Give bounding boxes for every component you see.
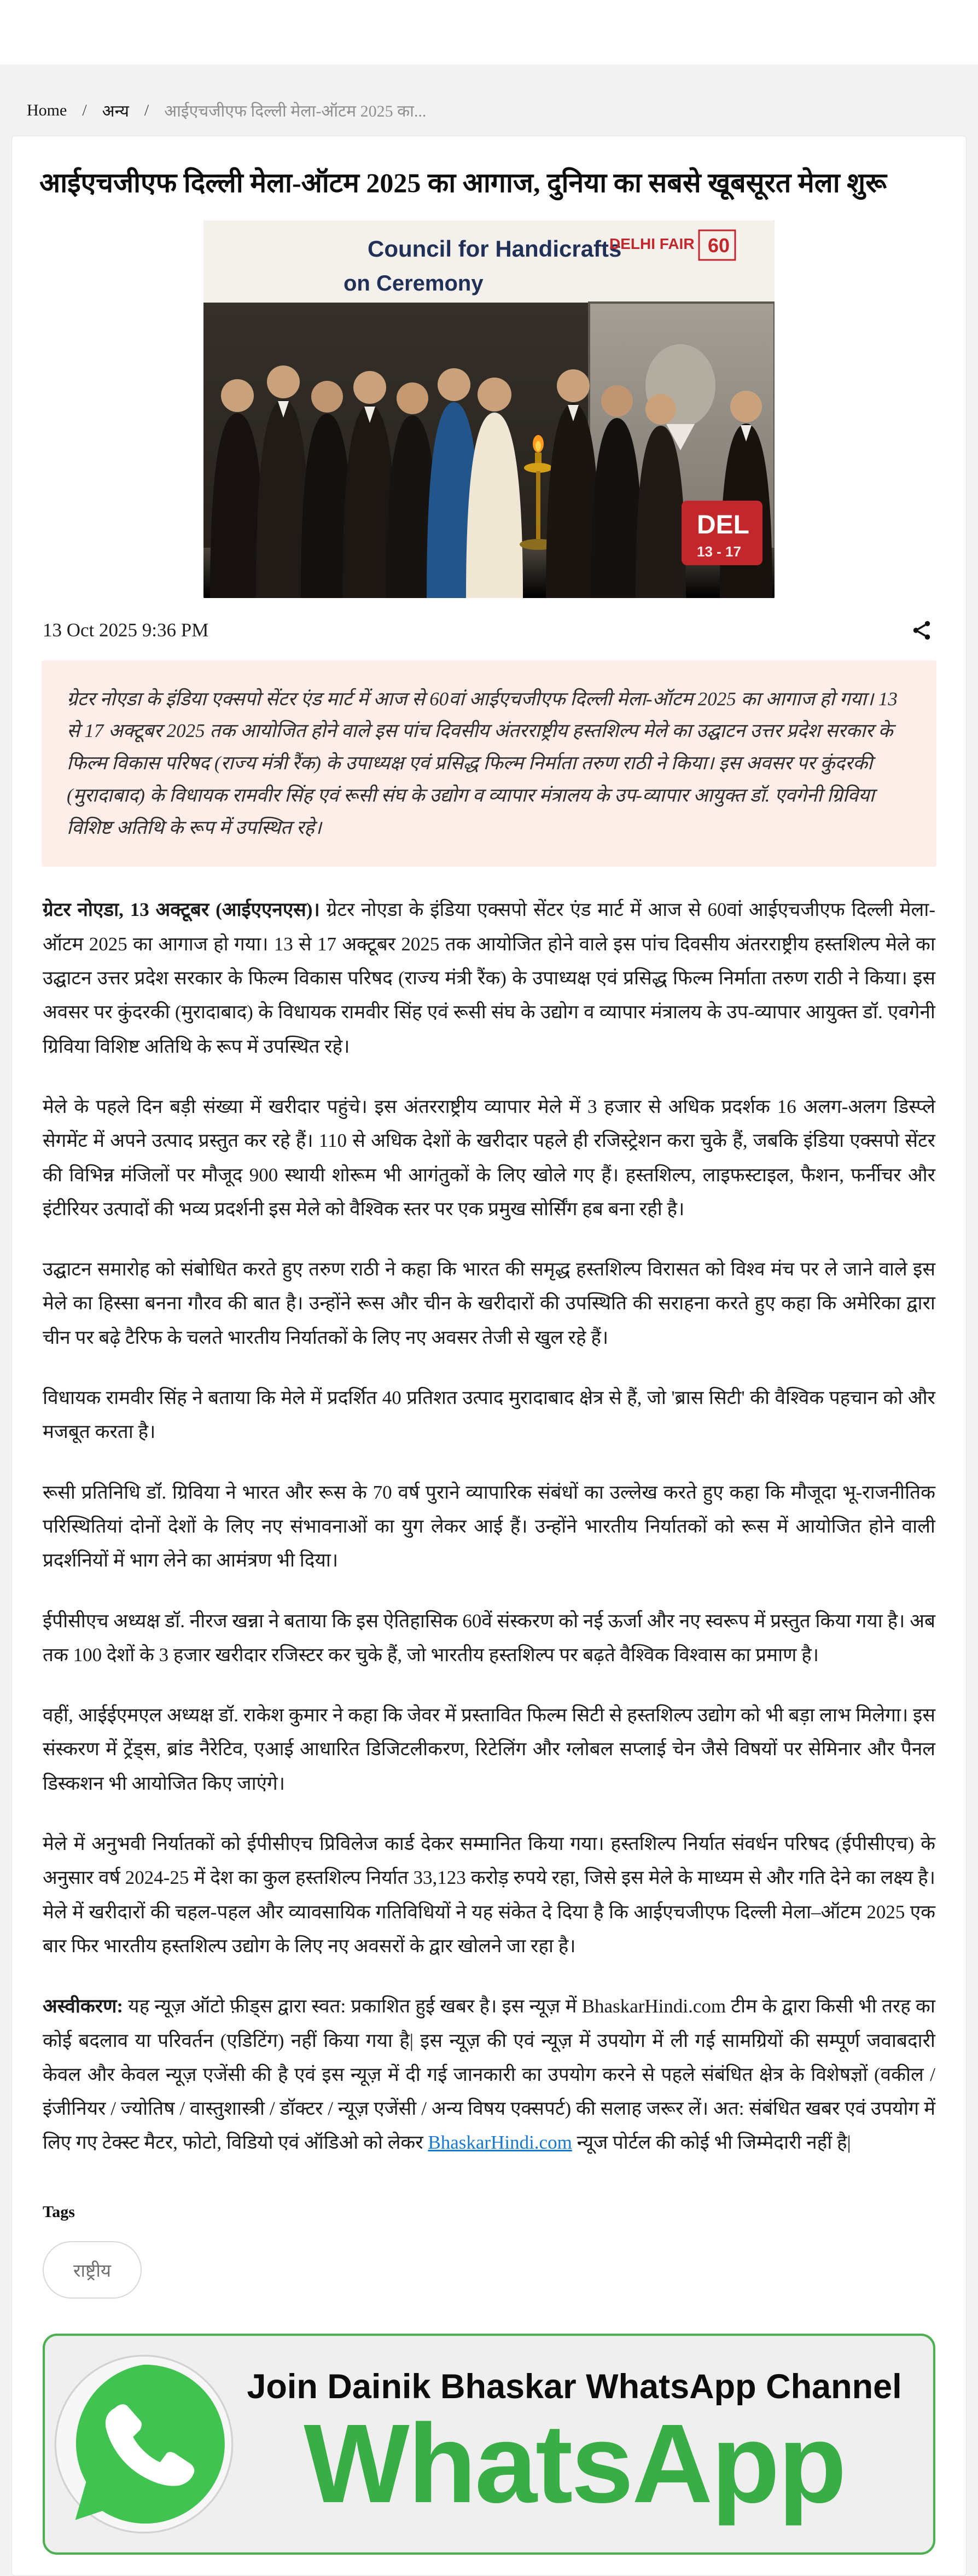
share-icon	[910, 619, 933, 642]
delhi-fair-badge	[682, 501, 762, 565]
breadcrumb	[21, 65, 957, 136]
paragraph-text: उद्घाटन समारोह को संबोधित करते हुए तरुण राठी ने कहा कि भारत की समृद्ध हस्तशिल्प विरासत को विश्व मंच पर ले जाने वाले इस मेले का हिस्सा बनना गौरव की बात है। उन्होंने रूस और चीन के खरीदारों की उपस्थिति की सराहना करते हुए कहा कि अमेरिका द्वारा चीन पर बढ़े टैरिफ के चलते भारतीय निर्यातकों के लिए नए अवसर तेजी से खुल रहे हैं।	[43, 1258, 935, 1348]
article-photo	[203, 221, 775, 598]
whatsapp-banner-big-text: WhatsApp	[304, 2401, 845, 2527]
paragraph-text: मेले के पहले दिन बड़ी संख्या में खरीदार पहुंचे। इस अंतरराष्ट्रीय व्यापार मेले में 3 हजार से अधिक प्रदर्शक 16 अलग-अलग डिस्प्ले सेगमेंट में अपने उत्पाद प्रस्तुत कर रहे हैं। 110 से अधिक देशों के खरीदार पहले ही रजिस्ट्रेशन करा चुके हैं, जबकि इंडिया एक्सपो सेंटर की विभिन्न मंजिलों पर मौजूद 900 स्थायी शोरूम भी आगंतुकों के लिए खोले गए हैं। हस्तशिल्प, लाइफस्टाइल, फैशन, फर्नीचर और इंटीरियर उत्पादों की भव्य प्रदर्शनी इस मेले को वैश्विक स्तर पर एक प्रमुख सोर्सिंग हब बना रही है।	[43, 1095, 935, 1220]
paragraph-text: विधायक रामवीर सिंह ने बताया कि मेले में प्रदर्शित 40 प्रतिशत उत्पाद मुरादाबाद क्षेत्र से हैं, जो 'ब्रास सिटी' की वैश्विक पहचान को और मजबूत करता है।	[43, 1387, 935, 1443]
banner-fair-logo-text: DELHI FAIR	[609, 235, 695, 252]
breadcrumb-section-link[interactable]: अन्य	[102, 102, 129, 120]
article-card	[11, 136, 967, 2576]
paragraph	[43, 1827, 935, 1963]
brand-mention: BhaskarHindi.com	[581, 1995, 726, 2017]
breadcrumb-separator: /	[82, 101, 87, 119]
badge-dates: 13 - 17	[697, 543, 741, 560]
disclaimer-text: यह न्यूज़ ऑटो फ़ीड्स द्वारा स्वत: प्रकाशित हुई खबर है। इस न्यूज़ में	[123, 1995, 582, 2017]
tags-heading: Tags	[43, 2202, 75, 2221]
whatsapp-banner-title: Join Dainik Bhaskar WhatsApp Channel	[247, 2368, 902, 2406]
banner-text-line1: Council for Handicrafts	[368, 235, 622, 262]
page-header-strip	[0, 0, 978, 65]
whatsapp-channel-banner[interactable]	[43, 2334, 935, 2555]
paragraph-text: मेले में अनुभवी निर्यातकों को ईपीसीएच प्रिविलेज कार्ड देकर सम्मानित किया गया। हस्तशिल्प निर्यात संवर्धन परिषद (ईपीसीएच) के अनुसार वर्ष 2024-25 में देश का कुल हस्तशिल्प निर्यात 33,123 करोड़ रुपये रहा, जिसे इस मेले के माध्यम से और गति देने का लक्ष्य है। मेले में खरीदारों की चहल-पहल और व्यावसायिक गतिविधियों ने यह संकेत दे दिया है कि आईएचजीएफ दिल्ली मेला–ऑटम 2025 एक बार फिर भारतीय हस्तशिल्प उद्योग के लिए नए अवसरों के द्वार खोलने जा रहा है।	[43, 1833, 935, 1957]
breadcrumb-home-link[interactable]: Home	[27, 101, 67, 119]
article-summary: ग्रेटर नोएडा के इंडिया एक्सपो सेंटर एंड मार्ट में आज से 60वां आईएचजीएफ दिल्ली मेला-ऑटम 2025 का आगाज हो गया। 13 से 17 अक्टूबर 2025 तक आयोजित होने वाले इस पांच दिवसीय अंतरराष्ट्रीय हस्तशिल्प मेले का उद्घाटन उत्तर प्रदेश सरकार के फिल्म विकास परिषद (राज्य मंत्री रैंक) के उपाध्यक्ष एवं प्रसिद्ध फिल्म निर्माता तरुण राठी ने किया। इस अवसर पर कुंदरकी (मुरादाबाद) के विधायक रामवीर सिंह एवं रूसी संघ के उद्योग व व्यापार मंत्रालय के उप-व्यापार आयुक्त डॉ. एवगेनी ग्रिविया विशिष्ट अतिथि के रूप में उपस्थित रहे।	[42, 660, 936, 867]
paragraph	[43, 1476, 935, 1578]
disclaimer-text: न्यूज पोर्टल की कोई भी जिम्मेदारी नहीं है|	[572, 2132, 851, 2154]
publish-date: 13 Oct 2025 9:36 PM	[43, 619, 209, 641]
article-meta-row	[39, 617, 939, 644]
tags-row	[43, 2241, 935, 2299]
paragraph	[43, 893, 935, 1063]
breadcrumb-current-title: आईएचजीएफ दिल्ली मेला-ऑटम 2025 का...	[164, 102, 427, 120]
badge-text: DEL	[697, 510, 749, 539]
whatsapp-banner-text	[234, 2367, 915, 2527]
disclaimer-label: अस्वीकरण:	[43, 1995, 124, 2017]
inauguration-photo-illustration	[203, 221, 775, 598]
paragraph	[43, 1381, 935, 1449]
bhaskarhindi-link[interactable]: BhaskarHindi.com	[428, 2132, 572, 2154]
banner-text-line2: on Ceremony	[344, 271, 484, 295]
paragraph-text: रूसी प्रतिनिधि डॉ. ग्रिविया ने भारत और रूस के 70 वर्ष पुराने व्यापारिक संबंधों का उल्लेख करते हुए कहा कि मौजूदा भू-राजनीतिक परिस्थितियां दोनों देशों के लिए नए संभावनाओं का युग लेकर आई हैं। उन्होंने भारतीय निर्यातकों को रूस में आयोजित होने वाली प्रदर्शनियों में भाग लेने का आमंत्रण भी दिया।	[43, 1481, 935, 1571]
article-title: आईएचजीएफ दिल्ली मेला-ऑटम 2025 का आगाज, दुनिया का सबसे खूबसूरत मेला शुरू	[39, 167, 887, 198]
paragraph	[43, 1252, 935, 1355]
whatsapp-icon	[54, 2354, 234, 2534]
disclaimer-paragraph	[43, 1989, 935, 2160]
paragraph-text: वहीं, आईईएमएल अध्यक्ष डॉ. राकेश कुमार ने कहा कि जेवर में प्रस्तावित फिल्म सिटी से हस्तशिल्प उद्योग को भी बड़ा लाभ मिलेगा। इस संस्करण में ट्रेंड्स, ब्रांड नैरेटिव, एआई आधारित डिजिटलीकरण, रिटेलिंग और ग्लोबल सप्लाई चेन जैसे विषयों पर सेमिनार और पैनल डिस्कशन भी आयोजित किए जाएंगे।	[43, 1704, 935, 1794]
tag-rashtriya[interactable]: राष्ट्रीय	[43, 2241, 142, 2299]
paragraph	[43, 1698, 935, 1801]
stage-banner	[203, 221, 775, 303]
paragraph-text: ईपीसीएच अध्यक्ष डॉ. नीरज खन्ना ने बताया कि इस ऐतिहासिक 60वें संस्करण को नई ऊर्जा और नए स्वरूप में प्रस्तुत किया गया है। अब तक 100 देशों के 3 हजार खरीदार रजिस्टर कर चुके हैं, जो भारतीय हस्तशिल्प पर बढ़ते वैश्विक विश्वास का प्रमाण है।	[43, 1610, 935, 1666]
share-button[interactable]	[908, 617, 935, 644]
paragraph	[43, 1090, 935, 1226]
article-body	[39, 893, 939, 2160]
breadcrumb-separator: /	[144, 101, 149, 119]
paragraph	[43, 1604, 935, 1673]
disclaimer-text: टीम के द्वारा किसी भी तरह का कोई बदलाव या परिवर्तन (एडिटिंग) नहीं किया गया है| इस न्यूज़ की एवं न्यूज़ में उपयोग में ली गई सामग्रियों की सम्पूर्ण जवाबदारी केवल और केवल न्यूज़ एजेंसी की है एवं इस न्यूज़ में दी गई जानकारी का उपयोग करने से पहले संबंधित क्षेत्र के विशेषज्ञों (वकील / इंजीनियर / ज्योतिष / वास्तुशास्त्री / डॉक्टर / न्यूज़ एजेंसी / अन्य विषय एक्सपर्ट) की सलाह जरूर लें। अत: संबंधित खबर एवं उपयोग में लिए गए टेक्स्ट मैटर, फोटो, विडियो एवं ऑडिओ को लेकर	[43, 1995, 935, 2154]
paragraph-text: ग्रेटर नोएडा के इंडिया एक्सपो सेंटर एंड मार्ट में आज से 60वां आईएचजीएफ दिल्ली मेला-ऑटम 2025 का आगाज हो गया। 13 से 17 अक्टूबर 2025 तक आयोजित होने वाले इस पांच दिवसीय अंतरराष्ट्रीय हस्तशिल्प मेले का उद्घाटन उत्तर प्रदेश सरकार के फिल्म विकास परिषद (राज्य मंत्री रैंक) के उपाध्यक्ष एवं प्रसिद्ध फिल्म निर्माता तरुण राठी ने किया। इस अवसर पर कुंदरकी (मुरादाबाद) के विधायक रामवीर सिंह एवं रूसी संघ के उद्योग व व्यापार मंत्रालय के उप-व्यापार आयुक्त डॉ. एवगेनी ग्रिविया विशिष्ट अतिथि के रूप में उपस्थित रहे।	[43, 899, 935, 1057]
dateline-lead: ग्रेटर नोएडा, 13 अक्टूबर (आईएएनएस)।	[43, 899, 320, 921]
banner-fair-logo-number: 60	[708, 234, 730, 257]
